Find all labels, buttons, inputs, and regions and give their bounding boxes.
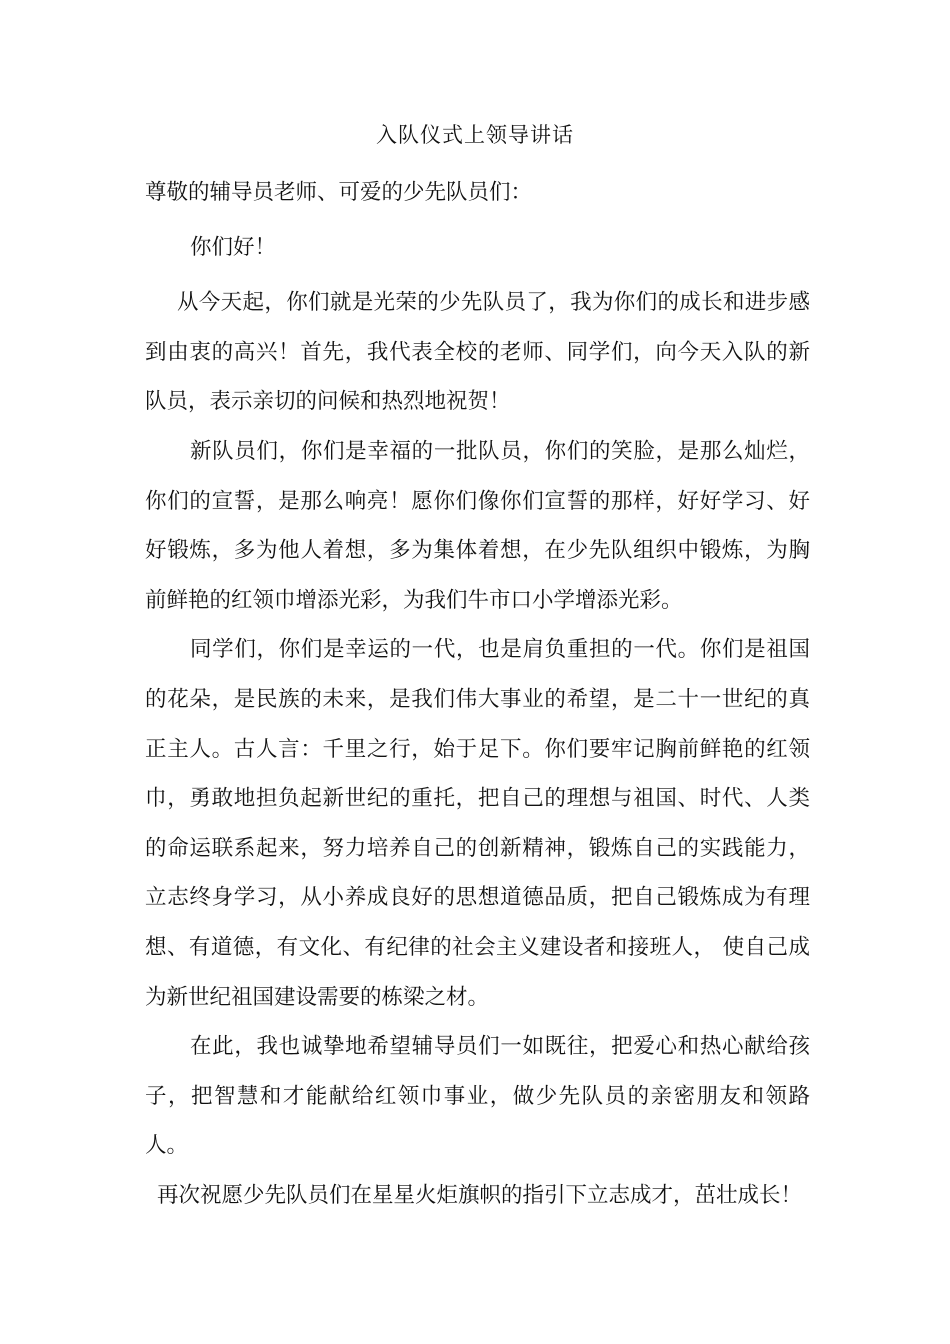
paragraph-2: 新队员们，你们是幸福的一批队员，你们的笑脸，是那么灿烂，你们的宣誓，是那么响亮！愿你们像你们宣誓的那样，好好学习、好好锻炼，多为他人着想，多为集体着想，在少先队组织中锻炼，为胸前鲜艳的红领巾增添光彩，为我们牛市口小学增添光彩。 bbox=[145, 438, 810, 613]
salutation: 尊敬的辅导员老师、可爱的少先队员们： bbox=[145, 180, 533, 205]
paragraph-5: 再次祝愿少先队员们在星星火炬旗帜的指引下立志成才，茁壮成长！ bbox=[157, 1182, 803, 1208]
document-body bbox=[145, 168, 810, 1220]
document-title: 入队仪式上领导讲话 bbox=[376, 123, 574, 147]
paragraph-3: 同学们，你们是幸运的一代，也是肩负重担的一代。你们是祖国的花朵，是民族的未来，是我们伟大事业的希望，是二十一世纪的真正主人。古人言：千里之行，始于足下。你们要牢记胸前鲜艳的红领巾，勇敢地担负起新世纪的重托，把自己的理想与祖国、时代、人类的命运联系起来，努力培养自己的创新精神，锻炼自己的实践能力，立志终身学习，从小养成良好的思想道德品质，把自己锻炼成为有理想、有道德，有文化、有纪律的社会主义建设者和接班人， 使自己成为新世纪祖国建设需要的栋梁之材。 bbox=[145, 637, 810, 1010]
greeting: 你们好！ bbox=[190, 234, 277, 260]
paragraph-1: 从今天起，你们就是光荣的少先队员了，我为你们的成长和进步感到由衷的高兴！首先，我代表全校的老师、同学们，向今天入队的新队员，表示亲切的问候和热烈地祝贺！ bbox=[145, 290, 810, 415]
paragraph-4: 在此，我也诚挚地希望辅导员们一如既往，把爱心和热心献给孩子，把智慧和才能献给红领巾事业，做少先队员的亲密朋友和领路人。 bbox=[145, 1034, 810, 1159]
